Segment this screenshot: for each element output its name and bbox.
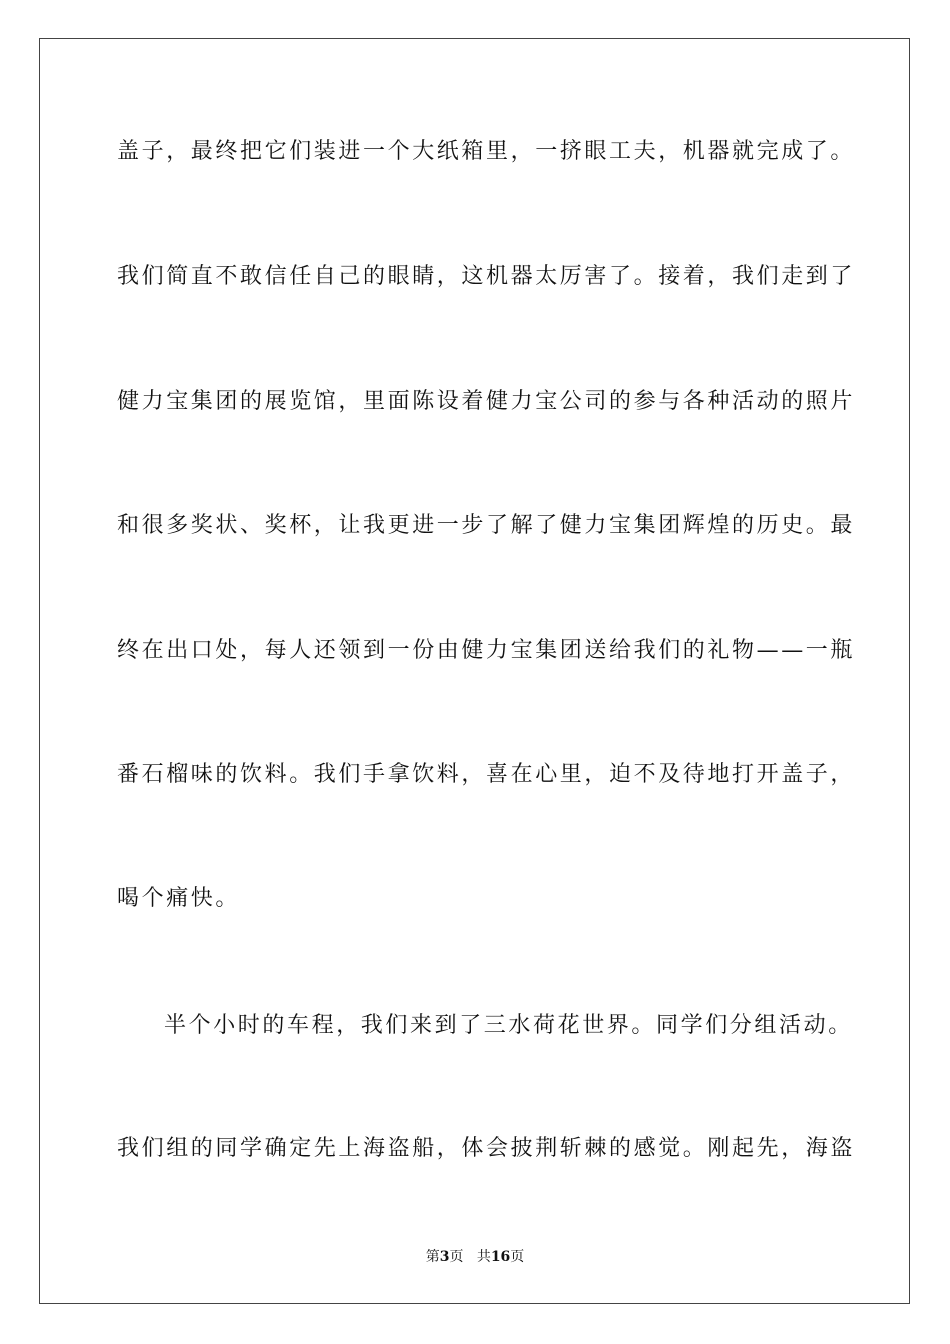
paragraph-line: 我们组的同学确定先上海盗船，体会披荆斩棘的感觉。刚起先，海盗 xyxy=(117,1136,856,1161)
paragraph-line: 盖子，最终把它们装进一个大纸箱里，一挤眼工夫，机器就完成了。 xyxy=(117,139,856,164)
footer-total-pages: 16 xyxy=(490,1249,511,1265)
paragraph-line: 健力宝集团的展览馆，里面陈设着健力宝公司的参与各种活动的照片 xyxy=(117,389,856,414)
footer-page-number: 3 xyxy=(439,1249,450,1265)
paragraph-line: 喝个痛快。 xyxy=(117,886,241,911)
footer-total-suffix: 页 xyxy=(510,1249,525,1265)
paragraph-line: 终在出口处，每人还领到一份由健力宝集团送给我们的礼物——一瓶 xyxy=(117,638,856,663)
page-footer xyxy=(0,1247,950,1267)
paragraph-line: 我们简直不敢信任自己的眼睛，这机器太厉害了。接着，我们走到了 xyxy=(117,264,856,289)
footer-prefix: 第 xyxy=(425,1249,440,1265)
footer-total-prefix: 共 xyxy=(476,1249,491,1265)
footer-page-suffix: 页 xyxy=(449,1249,464,1265)
paragraph-line: 番石榴味的饮料。我们手拿饮料，喜在心里，迫不及待地打开盖子， xyxy=(117,762,856,787)
paragraph-line: 和很多奖状、奖杯，让我更进一步了解了健力宝集团辉煌的历史。最 xyxy=(117,513,856,538)
paragraph-line-indented: 半个小时的车程，我们来到了三水荷花世界。同学们分组活动。 xyxy=(164,1013,853,1038)
page-border xyxy=(39,38,910,1304)
